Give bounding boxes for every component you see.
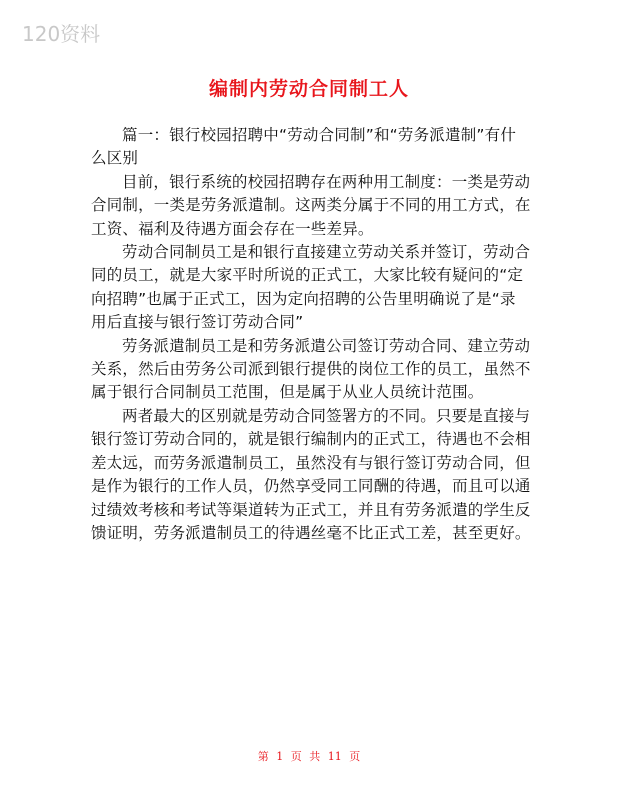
- paragraph-5: 两者最大的区别就是劳动合同签署方的不同。只要是直接与银行签订劳动合同的，就是银行编制内的正式工，待遇也不会相差太远，而劳务派遣制员工，虽然没有与银行签订劳动合同，但是作为银行的工作人员，仍然享受同工同酬的待遇，而且可以通过绩效考核和考试等渠道转为正式工，并且有劳务派遣的学生反馈证明，劳务派遣制员工的待遇丝毫不比正式工差，甚至更好。: [91, 406, 531, 542]
- page-footer: 第 1 页 共 11 页: [257, 750, 361, 763]
- document-body: [91, 124, 531, 545]
- document-title: 编制内劳动合同制工人: [208, 78, 409, 100]
- paragraph-3: 劳动合同制员工是和银行直接建立劳动关系并签订，劳动合同的员工，就是大家平时所说的正式工，大家比较有疑问的“定向招聘”也属于正式工，因为定向招聘的公告里明确说了是“录用后直接与银行签订劳动合同”: [91, 243, 531, 332]
- watermark-text: 120资料: [22, 22, 101, 46]
- paragraph-4: 劳务派遣制员工是和劳务派遣公司签订劳动合同、建立劳动关系，然后由劳务公司派到银行提供的岗位工作的员工，虽然不属于银行合同制员工范围，但是属于从业人员统计范围。: [91, 336, 531, 402]
- paragraph-2: 目前，银行系统的校园招聘存在两种用工制度：一类是劳动合同制，一类是劳务派遣制。这两类分属于不同的用工方式，在工资、福利及待遇方面会存在一些差异。: [91, 172, 531, 238]
- paragraph-1: 篇一：银行校园招聘中“劳动合同制”和“劳务派遣制”有什么区别: [91, 126, 517, 168]
